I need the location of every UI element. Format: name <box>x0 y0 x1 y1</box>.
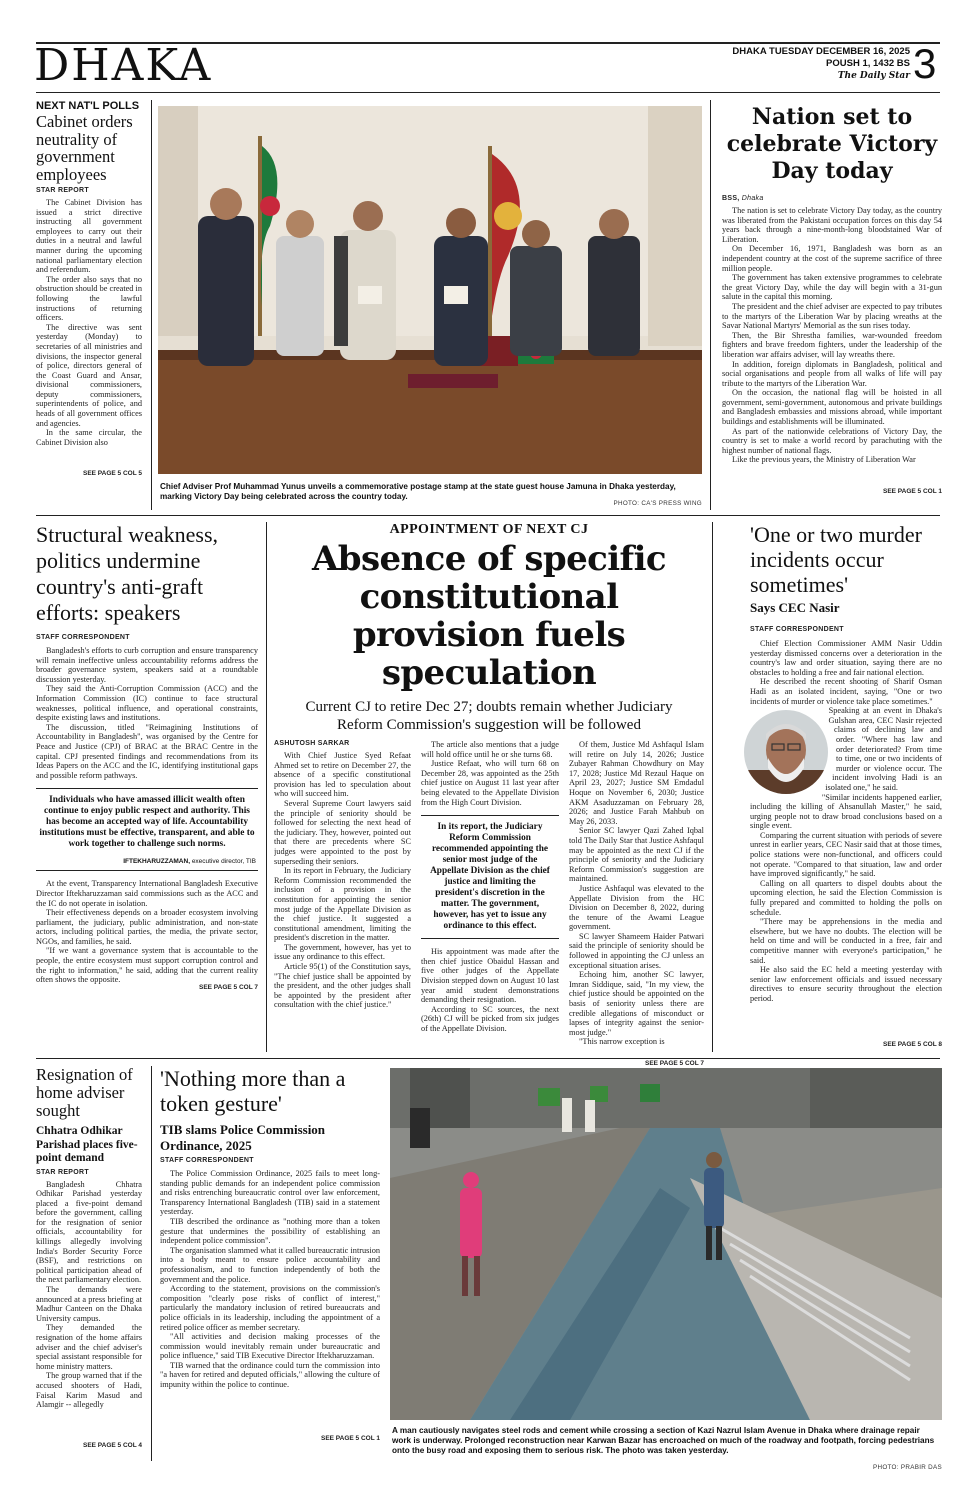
resign-story <box>36 1066 142 1449</box>
paragraph: "Similar incidents happened earlier, including the killing of Ahsanullah Master," he said, urging people not to draw broad conclusions based on a single event. <box>750 792 942 831</box>
police-body <box>160 1169 380 1435</box>
paragraph: "All activities and decision making processes of the commission would inevitably remain under bureaucratic and police influence," said TIB Executive Director Iftekharuzzaman. <box>160 1332 380 1361</box>
paragraph: The government has taken extensive programmes to celebrate the great Victory Day, while the day will begin with a 31-gun salute in the capital this morning. <box>722 273 942 302</box>
cj-col-1 <box>274 740 411 1067</box>
paragraph: Chief Election Commissioner AMM Nasir Uddin yesterday dismissed concerns over a deterioration in the country's law and order situation, saying there are no obstacles to holding a free and fair national election. <box>750 639 942 677</box>
paragraph: The Cabinet Division has issued a strict directive instructing all government employees to carry out their duties in a neutral and lawful manner during the upcoming national parliamentary election and referendum. <box>36 198 142 275</box>
page-number: 3 <box>913 40 937 87</box>
paragraph: The directive was sent yesterday (Monday) to secretaries of all ministries and divisions, the inspector general of police, directors general of the Coast Guard and Ansar, divisional commissioners, deputy commissioners, superintendents of police, and heads of all government offices and agencies. <box>36 322 142 428</box>
victory-headline: Nation set to celebrate Victory Day today <box>726 104 938 184</box>
cj-col1-body <box>274 751 411 1067</box>
paragraph: Of them, Justice Md Ashfaqul Islam will retire on July 14, 2026; Justice Zubayer Rahman Chowdhury on May 17, 2028; Justice Md Rezaul Haque on April 23, 2027; Justice SM Emdadul Hoque on November 6, 2030; Justice AKM Asaduzzaman on February 28, 2026; and Justice Farah Mahbub on May 26, 2033. <box>569 740 704 826</box>
paragraph: Article 95(1) of the Constitution says, "The chief justice shall be appointed by the president, and the other judges shall be appointed by the president after consultation with the chief justice." <box>274 962 411 1010</box>
graft-pull-quote <box>36 788 258 871</box>
photo-illustration <box>390 1068 942 1420</box>
cj-col2-body-bottom <box>421 947 559 1043</box>
agency: BSS, <box>722 195 740 202</box>
victory-body <box>722 206 942 488</box>
paragraph: According to the statement, provisions on the commission's composition "clearly pose risks of conflict of interest," particularly the mandatory inclusion of retired bureaucrats and police officials in its leadership, including the appointment of a retired police officer as member secretary. <box>160 1284 380 1332</box>
cj-col-2 <box>421 740 559 1067</box>
cj-headline: Absence of specific constitutional provision fuels speculation <box>312 539 666 693</box>
paragraph: Echoing him, another SC lawyer, Imran Siddique, said, "In my view, the chief justice should be appointed on the basis of seniority unless there are credible allegations of misconduct or lapses of integrity against the senior-most judge." <box>569 970 704 1037</box>
cj-col2-body-top <box>421 740 559 807</box>
paragraph: He described the recent shooting of Sharif Osman Hadi as an isolated incident, saying, "One or two incidents of murder or violence take place sometimes." <box>750 677 942 706</box>
paragraph: In addition, foreign diplomats in Bangladesh, political and social organisations and people from all walks of life will pay tribute to the martyrs of the Liberation War. <box>722 359 942 388</box>
paragraph: Calling on all quarters to dispel doubts about the upcoming election, he said the Election Commission is fully prepared and committed to holding the polls on schedule. <box>750 878 942 917</box>
polls-body <box>36 198 142 470</box>
quote-role: executive director, TIB <box>191 858 256 866</box>
polls-byline: STAR REPORT <box>36 187 89 194</box>
paragraph: The president and the chief adviser are expected to pay tributes to the martyrs of the Liberation War by placing wreaths at the Savar National Martyrs' Memorial as the sun rises today. <box>722 301 942 331</box>
see-page[interactable]: SEE PAGE 5 COL 7 <box>198 984 258 992</box>
cj-col-3 <box>569 740 704 1067</box>
see-page[interactable]: SEE PAGE 5 COL 4 <box>82 1441 142 1449</box>
paragraph: "There may be apprehensions in the media and elsewhere, but we have no doubts. The election will be held on time and will be conducted in a free, fair and competitive manner with everyone's participation," he said. <box>750 917 942 965</box>
photo-illustration <box>158 106 702 474</box>
paragraph: TIB warned that the ordinance could turn the commission into "a haven for retired and deputed officials," allowing the culture of impunity within the police to continue. <box>160 1360 380 1390</box>
resign-byline: STAR REPORT <box>36 1168 89 1176</box>
cj-subhead: Current CJ to retire Dec 27; doubts remain whether Judiciary Reform Commission's suggestion will be followed <box>305 699 673 733</box>
paragraph: His appointment was made after the then chief justice Obaidul Hassan and five other judges of the Appellate Division stepped down on August 10 last year amid student demonstrations demanding their resignation. <box>421 947 559 1005</box>
paragraph: Bangladesh Chhatra Odhikar Parishad yesterday placed a five-point demand before the government, calling for the resignation of senior officials, accountability for killings allegedly involving India's Border Security Force (BSF), and restrictions on political participation ahead of the next parliamentary election. <box>36 1179 142 1285</box>
graft-story <box>36 522 258 991</box>
stamp-unveiling-photo <box>158 106 702 474</box>
bottom-photo-credit: PHOTO: PRABIR DAS <box>872 1464 942 1471</box>
paragraph: As part of the nationwide celebrations of Victory Day, the country is set to make a world record by parachuting with the highest number of national flags. <box>722 426 942 455</box>
resign-body <box>36 1180 142 1442</box>
police-story <box>160 1066 380 1442</box>
cec-byline: STAFF CORRESPONDENT <box>750 626 844 633</box>
paragraph: On December 16, 1971, Bangladesh was born as an independent country at the cost of the supreme sacrifice of three million people. <box>722 244 942 273</box>
paragraph: The organisation slammed what it called bureaucratic intrusion into a body meant to ensure police accountability and professionalism, and to function independently of both the government and the police. <box>160 1245 380 1284</box>
date: DHAKA TUESDAY DECEMBER 16, 2025 <box>732 46 910 57</box>
top-photo-caption: Chief Adviser Prof Muhammad Yunus unveils a commemorative postage stamp at the state guest house Jamuna in Dhaka yesterday, marking Victory Day being celebrated across the country today. <box>160 482 676 501</box>
victory-byline <box>722 195 942 202</box>
paragraph: Bangladesh's efforts to curb corruption and ensure transparency will remain ineffective unless accountability reforms address the broader governance system, speakers said at a roundtable discussion yesterday. <box>36 646 258 684</box>
cj-byline: ASHUTOSH SARKAR <box>274 740 350 747</box>
paragraph: The article also mentions that a judge will hold office until he or she turns 68. <box>421 740 559 759</box>
cj-pull-quote: In its report, the Judiciary Reform Commission recommended appointing the senior most judge of the Appellate Division as the chief justice and limiting the president's discretion in the matter. The government, however, has yet to issue any ordinance to this effect. <box>421 815 559 939</box>
bottom-photo-caption: A man cautiously navigates steel rods and cement while crossing a section of Kazi Nazrul Islam Avenue in Dhaka where drainage repair work is underway. Prolonged reconstruction near Karwan Bazar has encroached on much of the roadway and footpath, forcing pedestrians onto the busy road and exposing them to serious risk. The photo was taken yesterday. <box>392 1426 935 1455</box>
see-page[interactable]: SEE PAGE 5 COL 1 <box>320 1435 380 1442</box>
paragraph: At the event, Transparency International Bangladesh Executive Director Iftekharuzzaman said commissions such as the ACC and the IC do not operate in isolation. <box>36 879 258 908</box>
paragraph: He also said the EC held a meeting yesterday with senior law enforcement officials and issued necessary directives to ensure security throughout the election period. <box>750 965 942 1003</box>
paragraph: TIB described the ordinance as "nothing more than a token gesture that undermines the possibility of establishing an independent police commission". <box>160 1216 380 1246</box>
paragraph: Justice Refaat, who will turn 68 on December 28, was appointed as the 25th chief justice on August 11 last year after being elevated to the Appellate Division from the High Court Division. <box>421 759 559 807</box>
paragraph: In the same circular, the Cabinet Division also <box>36 428 142 447</box>
paragraph: The order also says that no obstruction should be created in following the lawful instructions of returning officers. <box>36 274 142 323</box>
cj-col3-body <box>569 740 704 1060</box>
cec-subhead: Says CEC Nasir <box>750 600 840 615</box>
quote-name: IFTEKHARUZZAMAN, <box>123 858 190 866</box>
cec-story <box>722 522 942 1048</box>
polls-headline: Cabinet orders neutrality of government employees <box>36 112 133 184</box>
paragraph: On the occasion, the national flag will be hoisted in all government, semi-government, autonomous and private buildings and Bangladesh embassies and missions abroad, while important buildings and establishments will be illuminated. <box>722 388 942 427</box>
top-photo-credit: PHOTO: CA'S PRESS WING <box>613 500 702 507</box>
paragraph: The discussion, titled "Reimagining Institutions of Accountability in Bangladesh", was organised by the Centre for Peace and Justice (CPJ) of BRAC at the BRAC Centre in the capital. CPJ presented findings and recommendations from its Ideas Papers on the ACC and the IC, identifying institutional gaps and possible reform pathways. <box>36 722 258 780</box>
dateline <box>690 46 910 82</box>
section-title: DHAKA <box>34 40 213 91</box>
paragraph: "This narrow exception is <box>579 1037 665 1047</box>
paragraph: Their effectiveness depends on a broader ecosystem involving parliament, the judiciary, public administration, and non-state actors, including political parties, the media, the private sector, NGOs, and families, he said. <box>36 908 258 946</box>
police-subhead: TIB slams Police Commission Ordinance, 2025 <box>160 1122 326 1153</box>
paragraph: Senior SC lawyer Qazi Zahed Iqbal told The Daily Star that Justice Ashfaqul may be appointed as the next CJ if the principle of seniority and the Judiciary Reform Commission's suggestion are maintained. <box>569 826 704 884</box>
paragraph: The group warned that if the accused shooters of Hadi, Faisal Karim Masud and Alamgir -- allegedly <box>36 1371 142 1410</box>
paragraph: The demands were announced at a press briefing at Madhur Canteen on the Dhaka University campus. <box>36 1285 142 1323</box>
quote-text: Individuals who have amassed illicit wealth often continue to enjoy public respect and authority. This has become an accepted way of life. Accountability institutions must be effective, transparent, and able to work together to challenge such norms. <box>39 795 255 850</box>
see-page[interactable]: SEE PAGE 5 COL 7 <box>644 1060 704 1067</box>
paper-logo: The Daily Star <box>837 71 910 81</box>
paragraph: The Police Commission Ordinance, 2025 fails to meet long-standing public demands for an independent police commission and risks entrenching bureaucratic control over law enforcement, Transparency International Bangladesh (TIB) said in a statement yesterday. <box>160 1169 380 1217</box>
paragraph: They demanded the resignation of the home affairs adviser and the chief adviser's special assistant responsible for home ministry matters. <box>36 1323 142 1371</box>
cec-body <box>722 639 942 1037</box>
polls-kicker: NEXT NAT'L POLLS <box>36 100 140 112</box>
cec-portrait <box>744 710 828 794</box>
graft-headline: Structural weakness, politics undermine country's anti-graft efforts: speakers <box>36 522 219 625</box>
paragraph: Justice Ashfaqul was elevated to the Appellate Division from the HC Division on December 8, 2022, during the tenure of the Awami League government. <box>569 883 704 932</box>
quote-attribution <box>38 858 256 865</box>
victory-story <box>722 104 942 495</box>
see-page[interactable]: SEE PAGE 5 COL 5 <box>82 470 142 477</box>
place: Dhaka <box>741 195 764 202</box>
police-headline: 'Nothing more than a token gesture' <box>160 1066 346 1116</box>
resign-headline: Resignation of home adviser sought <box>36 1065 133 1120</box>
paragraph: "If we want a governance system that is accountable to the people, the entire ecosystem must support corruption control and the right to information," he said, adding that the current reality often shows the opposite. <box>36 946 258 985</box>
cj-kicker: APPOINTMENT OF NEXT CJ <box>389 522 589 537</box>
paragraph: Comparing the current situation with periods of severe unrest in earlier years, CEC Nasir said that at those times, police stations were non-functional, and officers could not operate. "Compared to that situation, law and order have improved significantly," he said. <box>750 830 942 879</box>
paragraph: With Chief Justice Syed Refaat Ahmed set to retire on December 27, the absence of a specific constitutional provision has led to speculation about who will succeed him. <box>274 751 411 799</box>
paragraph: Like the previous years, the Ministry of Liberation War <box>732 455 916 465</box>
graft-body-top <box>36 646 258 780</box>
see-page[interactable]: SEE PAGE 5 COL 1 <box>882 488 942 495</box>
portrait-illustration <box>744 710 828 794</box>
graft-byline: STAFF CORRESPONDENT <box>36 634 130 641</box>
paragraph: Several Supreme Court lawyers said the principle of seniority should be followed for selecting the next head of the judiciary. They, however, pointed out that there are precedents where SC judges were appointed to the post by superseding their seniors. <box>274 798 411 866</box>
paragraph: They said the Anti-Corruption Commission (ACC) and the Information Commission (IC) continue to face structural weaknesses, political influence, and operational constraints, despite existing laws and institutions. <box>36 684 258 723</box>
paragraph: Speaking at an event in Dhaka's Gulshan area, CEC Nasir rejected claims of declining law and order. "Where has law and order deteriorated? From time to time, one or two incidents of murder or violence occur. The incident involving Hadi is an isolated one," he said. <box>825 706 942 792</box>
road-works-photo <box>390 1068 942 1420</box>
bs-date: POUSH 1, 1432 BS <box>826 58 910 69</box>
cj-story <box>274 522 704 1067</box>
paragraph: According to SC sources, the next (26th) CJ will be picked from six judges of the Appellate Division. <box>421 1004 559 1033</box>
paragraph: Then, the Bir Shrestha families, war-wounded freedom fighters and brave freedom fighters, under the leadership of the liberation war affairs adviser, will lay wreaths there. <box>722 330 942 359</box>
paragraph: The nation is set to celebrate Victory Day today, as the country was liberated from the Pakistani occupation forces on this day 54 years back through a nine-month-long bloodstained War of Liberation. <box>722 206 942 244</box>
graft-body-bottom <box>36 879 258 984</box>
polls-story <box>36 100 142 477</box>
paragraph: SC lawyer Shameem Haider Patwari said the principle of seniority should be followed in appointing the CJ unless an exceptional situation arises. <box>569 931 704 970</box>
resign-subhead: Chhatra Odhikar Parishad places five-point demand <box>36 1125 138 1164</box>
cec-headline: 'One or two murder incidents occur sometimes' <box>750 522 922 597</box>
see-page[interactable]: SEE PAGE 5 COL 8 <box>882 1041 942 1048</box>
paragraph: In its report in February, the Judiciary Reform Commission recommended the inclusion of a provision in the constitution for appointing the senior most judge of the Appellate Division as the chief justice. It suggested a constitutional amendment, limiting the president's discretion in the matter. <box>274 866 411 943</box>
paragraph: The government, however, has yet to issue any ordinance to this effect. <box>274 942 411 962</box>
police-byline: STAFF CORRESPONDENT <box>160 1157 254 1164</box>
